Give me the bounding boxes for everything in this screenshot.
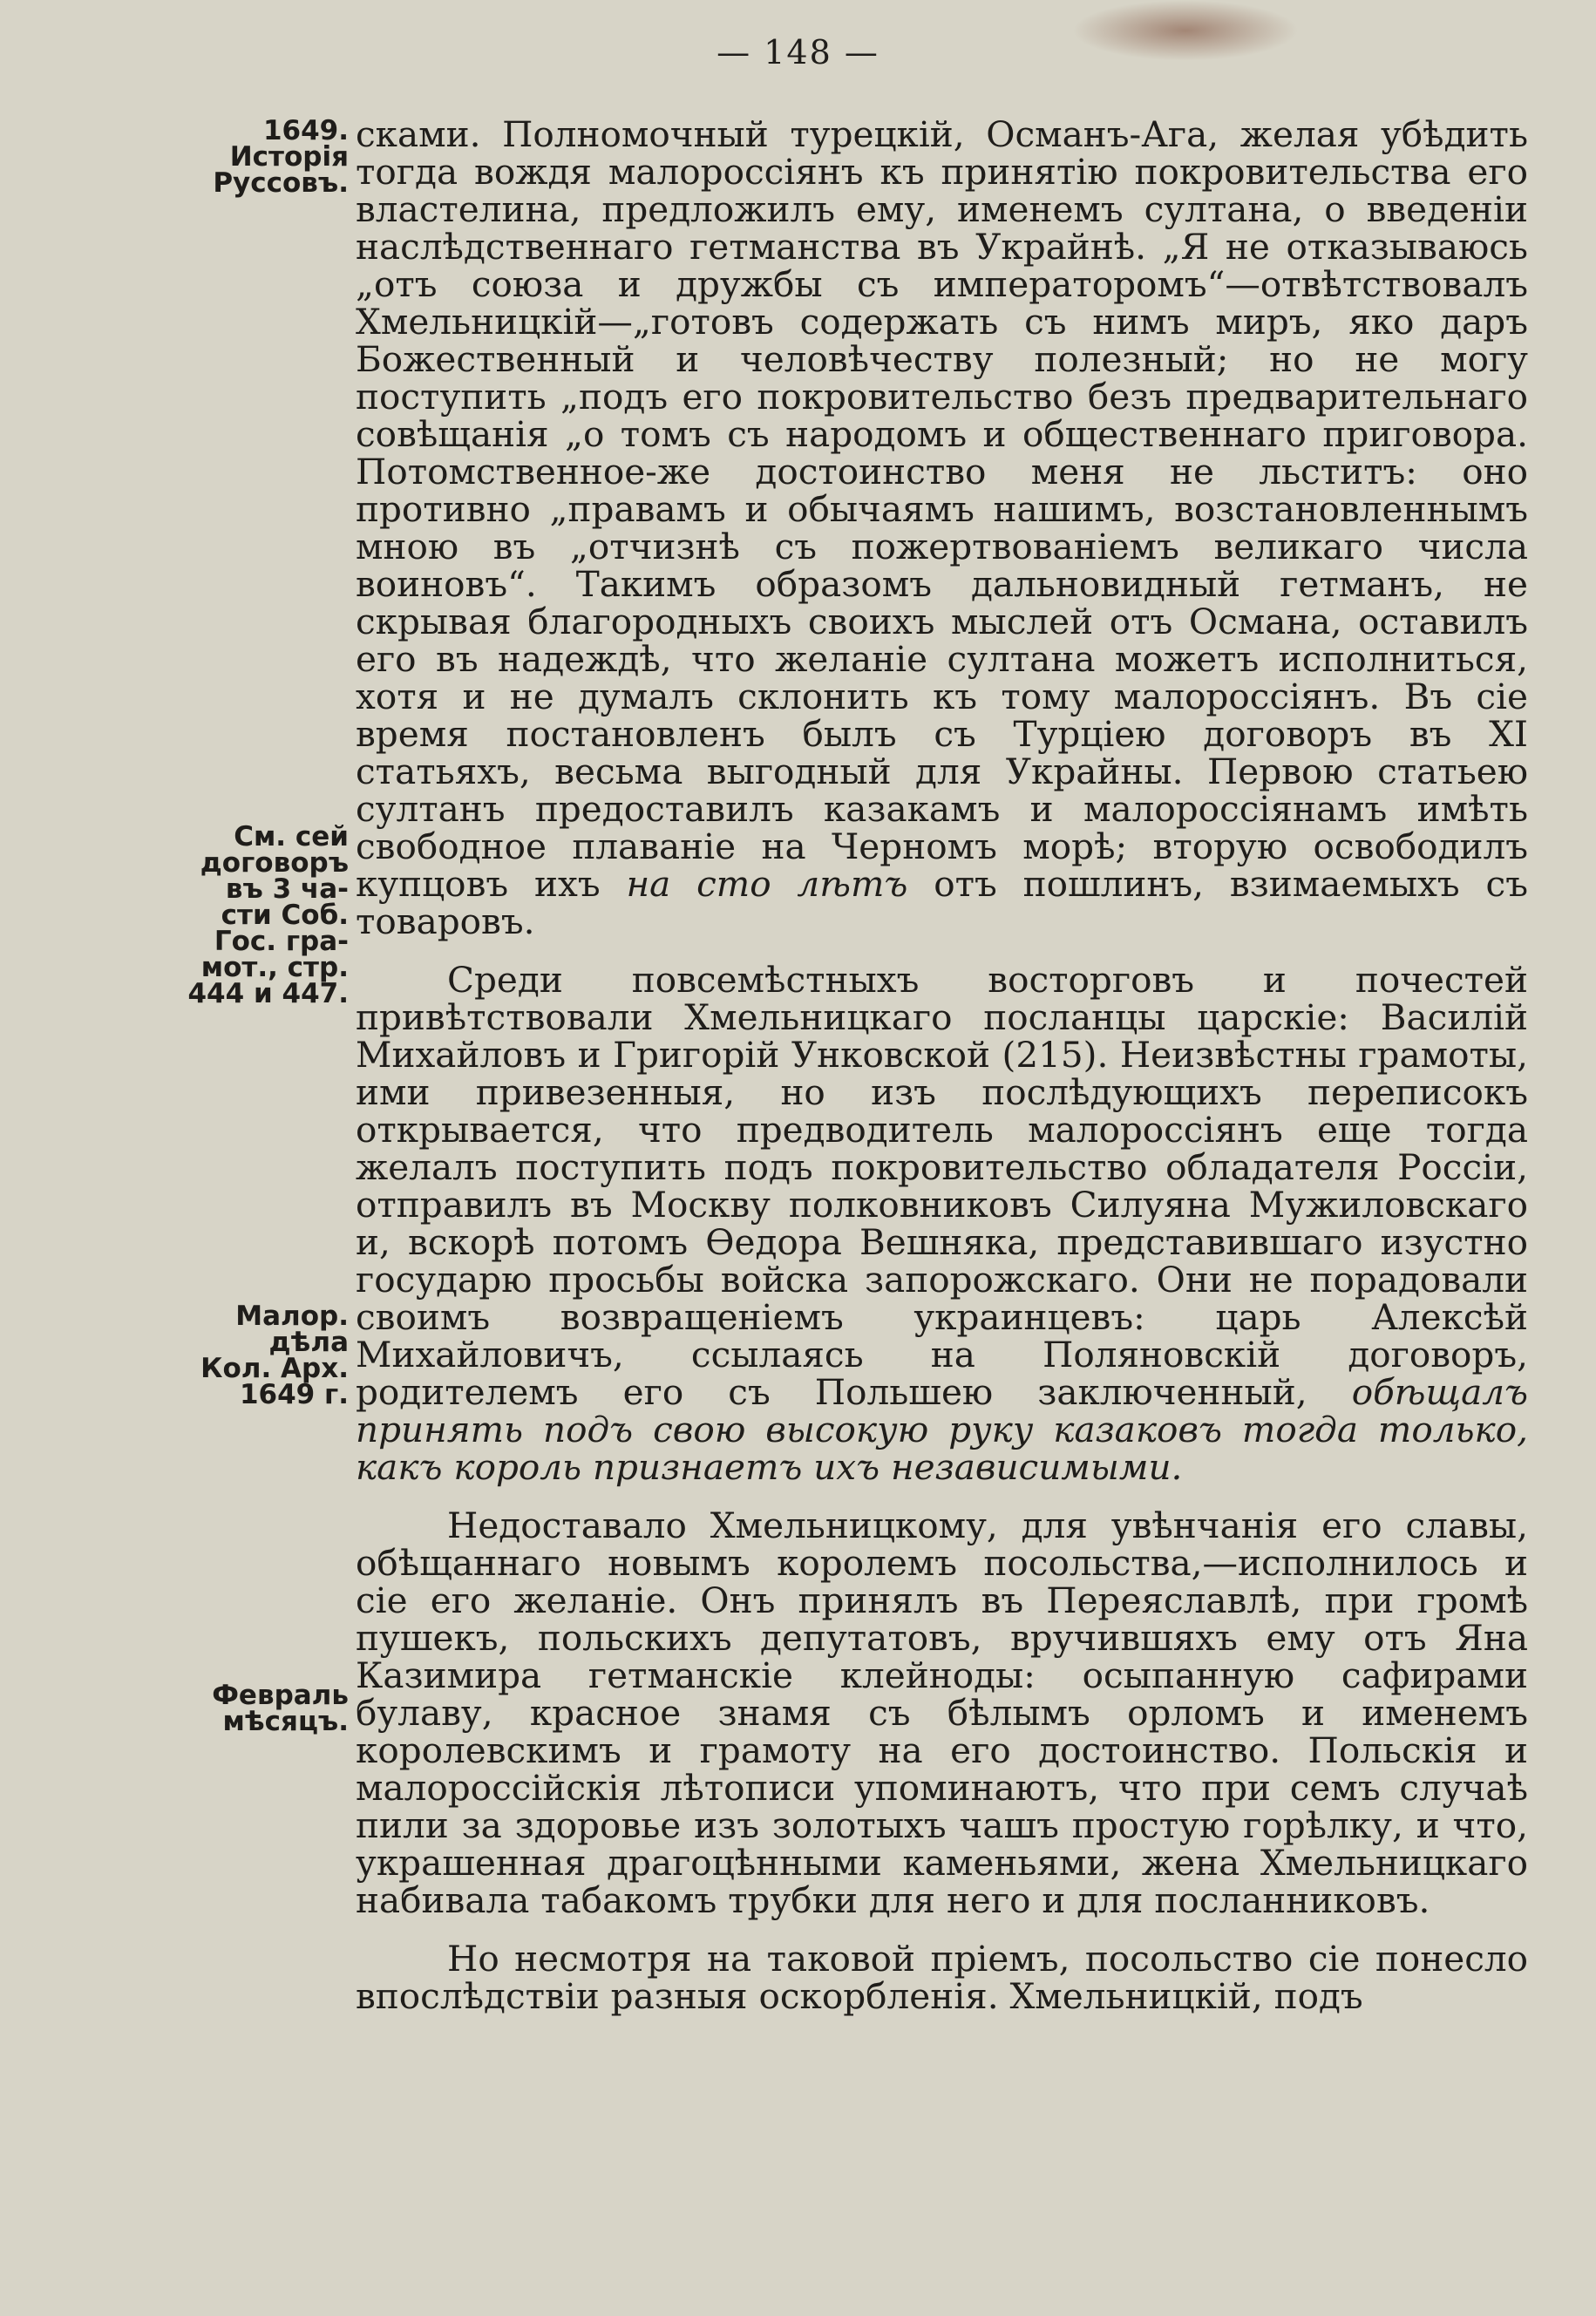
- text-run: отъ пошлинъ, взимаемыхъ съ товаровъ.: [356, 863, 1528, 942]
- margin-note-line: См. сей: [234, 821, 349, 852]
- text-run-italic: на сто лѣтъ: [626, 863, 908, 905]
- margin-note-line: дѣла: [268, 1327, 349, 1358]
- paragraph-continued: [356, 113, 1528, 942]
- margin-note-history: [187, 115, 349, 199]
- margin-note-line: 1649.: [262, 115, 349, 146]
- paragraph: [356, 1940, 1528, 2015]
- text-run: Но несмотря на таковой пріемъ, посольство сіе понесло впослѣдствіи разныя оскорбленія. Хмельницкій, подъ: [356, 1938, 1528, 2017]
- text-run: Недоставало Хмельницкому, для увѣнчанія его славы, обѣщаннаго новымъ королемъ посольства,—исполнилось и сіе его желаніе. Онъ принялъ въ Переяславлѣ, при громѣ пушекъ, польскихъ депутатовъ, вручившяхъ ему отъ Яна Казимира гетманскіе клейноды: осыпанную сафирами булаву, красное знамя съ бѣлымъ орломъ и именемъ королевскимъ и грамоту на его достоинство. Польскія и малороссійскія лѣтописи упоминаютъ, что при семъ случаѣ пили за здоровье изъ золотыхъ чашъ простую горѣлку, и что, украшенная драгоцѣнными каменьями, жена Хмельницкаго набивала табакомъ трубки для него и для посланниковъ.: [356, 1504, 1528, 1921]
- margin-note-line: Малор.: [235, 1301, 349, 1332]
- margin-note-line: Кол. Арх.: [200, 1353, 349, 1384]
- margin-note-line: мѣсяцъ.: [222, 1706, 349, 1737]
- margin-note-february: [187, 1682, 349, 1735]
- margin-note-line: Исторія: [229, 141, 349, 173]
- text-run: сками. Полномочный турецкій, Османъ-Ага, желая убѣдить тогда вождя малороссіянъ къ принятію покровительства его властелина, предложилъ ему, именемъ султана, о введеніи наслѣдственнаго гетманства въ Украйнѣ. „Я не отказываюсь „отъ союза и дружбы съ императоромъ“—отвѣтствовалъ Хмельницкій—„готовъ содержать съ нимъ миръ, яко даръ Божественный и человѣчеству полезный; но не могу поступить „подъ его покровительство безъ предварительнаго совѣщанія „о томъ съ народомъ и общественнаго приговора. Потомственное-же достоинство меня не льститъ: оно противно „правамъ и обычаямъ нашимъ, возстановленнымъ мною въ „отчизнѣ съ пожертвованіемъ великаго числа воиновъ“. Такимъ образомъ дальновидный гетманъ, не скрывая благородныхъ своихъ мыслей отъ Османа, оставилъ его въ надеждѣ, что желаніе султана можетъ исполниться, хотя и не думалъ склонить къ тому малороссіянъ. Въ сіе время постановленъ былъ съ Турціею договоръ въ XI статьяхъ, весьма выгодный для Украйны. Первою статьею султанъ предоставилъ казакамъ и малороссіянамъ имѣть свободное плаваніе на Черномъ морѣ; вторую освободилъ купцовъ ихъ: [356, 113, 1528, 905]
- margin-note-line: мот., стр.: [200, 952, 349, 983]
- text-run-italic: обѣщалъ принять подъ свою высокую руку казаковъ тогда только, какъ король признаетъ ихъ независимыми.: [356, 1371, 1528, 1488]
- margin-note-line: въ 3 ча-: [225, 873, 349, 905]
- margin-note-archive: [187, 1303, 349, 1408]
- paragraph: [356, 1504, 1528, 1921]
- margin-note-line: сти Соб.: [221, 900, 349, 931]
- page-number: — 148 —: [717, 33, 879, 71]
- paragraph: [356, 961, 1528, 1486]
- margin-note-line: Гос. гра-: [214, 926, 349, 957]
- main-text: [356, 113, 1528, 2017]
- margin-note-line: Февраль: [212, 1680, 349, 1711]
- margin-note-line: 444 и 447.: [187, 978, 349, 1009]
- margin-note-line: договоръ: [200, 847, 349, 879]
- margin-note-line: 1649 г.: [239, 1379, 349, 1410]
- margin-note-line: Руссовъ.: [213, 167, 349, 199]
- text-run: Среди повсемѣстныхъ восторговъ и почестей привѣтствовали Хмельницкаго посланцы царскіе: Василій Михайловъ и Григорій Унковской (215). Неизвѣстны грамоты, ими привезенныя, но изъ послѣдующихъ переписокъ открывается, что предводитель малороссіянъ еще тогда желалъ поступить подъ покровительство обладателя Россіи, отправилъ въ Москву полковниковъ Силуяна Мужиловскаго и, вскорѣ потомъ Ѳедора Вешняка, представившаго изустно государю просьбы войска запорожскаго. Они не порадовали своимъ возвращеніемъ украинцевъ: царь Алексѣй Михайловичъ, ссылаясь на Поляновскій договоръ, родителемъ его съ Польшею заключенный,: [356, 959, 1528, 1413]
- margin-note-treaty: [187, 821, 349, 1009]
